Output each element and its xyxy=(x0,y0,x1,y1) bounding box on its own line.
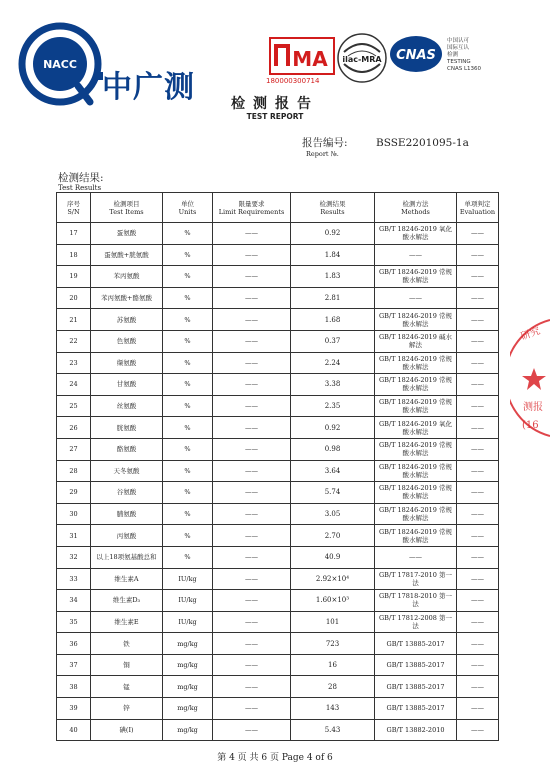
cell-evaluation: —— xyxy=(457,503,499,525)
table-row xyxy=(57,482,499,504)
cell-sn: 17 xyxy=(57,223,91,245)
ilac-logo-text: ilac-MRA xyxy=(342,55,382,64)
table-row xyxy=(57,633,499,655)
cell-sn: 18 xyxy=(57,244,91,266)
column-header xyxy=(213,193,291,223)
cell-result: 40.9 xyxy=(291,546,375,568)
stamp-text-top: 研究 xyxy=(519,325,542,343)
cell-method: GB/T 18246-2019 氧化酸水解法 xyxy=(375,223,457,245)
cell-sn: 25 xyxy=(57,395,91,417)
cell-test-item: 蛋氨酸 xyxy=(91,223,163,245)
cell-result: 5.43 xyxy=(291,719,375,741)
report-no-label-cn: 报告编号: xyxy=(302,137,348,149)
cell-sn: 40 xyxy=(57,719,91,741)
cell-limit: —— xyxy=(213,654,291,676)
results-table xyxy=(56,192,499,741)
table-row xyxy=(57,590,499,612)
cell-unit: % xyxy=(163,223,213,245)
table-row xyxy=(57,438,499,460)
cell-result: 0.92 xyxy=(291,417,375,439)
cell-test-item: 碘(I) xyxy=(91,719,163,741)
cell-limit: —— xyxy=(213,546,291,568)
cell-sn: 31 xyxy=(57,525,91,547)
cell-evaluation: —— xyxy=(457,654,499,676)
cell-unit: % xyxy=(163,287,213,309)
cell-method: GB/T 18246-2019 常规酸水解法 xyxy=(375,438,457,460)
cell-evaluation: —— xyxy=(457,287,499,309)
cell-result: 101 xyxy=(291,611,375,633)
column-header-en: Results xyxy=(320,207,345,216)
cell-method: GB/T 13885-2017 xyxy=(375,698,457,720)
cell-test-item: 铜 xyxy=(91,654,163,676)
cell-unit: % xyxy=(163,460,213,482)
table-row xyxy=(57,330,499,352)
column-header-cn: 序号 xyxy=(67,199,80,208)
cell-unit: mg/kg xyxy=(163,654,213,676)
cell-unit: IU/kg xyxy=(163,590,213,612)
cell-method: GB/T 17817-2010 第一法 xyxy=(375,568,457,590)
cell-evaluation: —— xyxy=(457,611,499,633)
column-header-cn: 单项判定 xyxy=(464,199,491,208)
table-row xyxy=(57,244,499,266)
cell-sn: 38 xyxy=(57,676,91,698)
table-row xyxy=(57,287,499,309)
cell-test-item: 锌 xyxy=(91,698,163,720)
cell-sn: 27 xyxy=(57,438,91,460)
report-no-value: BSSE2201095-1a xyxy=(376,137,469,149)
report-title-cn: 检测报告 xyxy=(231,96,319,112)
column-header xyxy=(291,193,375,223)
cell-result: 0.98 xyxy=(291,438,375,460)
cell-unit: mg/kg xyxy=(163,633,213,655)
cell-evaluation: —— xyxy=(457,417,499,439)
cell-test-item: 脯氨酸 xyxy=(91,503,163,525)
cell-unit: mg/kg xyxy=(163,698,213,720)
cell-method: GB/T 18246-2019 常规酸水解法 xyxy=(375,266,457,288)
cell-unit: % xyxy=(163,374,213,396)
cell-limit: —— xyxy=(213,438,291,460)
table-row xyxy=(57,309,499,331)
cell-evaluation: —— xyxy=(457,374,499,396)
cell-result: 1.60×10³ xyxy=(291,590,375,612)
table-row xyxy=(57,676,499,698)
cell-method: GB/T 18246-2019 常规酸水解法 xyxy=(375,395,457,417)
column-header xyxy=(163,193,213,223)
cell-test-item: 甘氨酸 xyxy=(91,374,163,396)
cell-method: —— xyxy=(375,287,457,309)
cell-sn: 24 xyxy=(57,374,91,396)
cell-test-item: 色氨酸 xyxy=(91,330,163,352)
cell-result: 1.84 xyxy=(291,244,375,266)
cell-evaluation: —— xyxy=(457,352,499,374)
stamp-text-mid: 测报 xyxy=(523,402,543,413)
column-header xyxy=(375,193,457,223)
cell-limit: —— xyxy=(213,633,291,655)
cell-sn: 34 xyxy=(57,590,91,612)
cell-sn: 21 xyxy=(57,309,91,331)
cell-test-item: 铁 xyxy=(91,633,163,655)
cell-limit: —— xyxy=(213,611,291,633)
ilac-mra-logo xyxy=(336,32,388,84)
cell-result: 5.74 xyxy=(291,482,375,504)
column-header-en: S/N xyxy=(67,207,80,216)
column-header-en: Test Items xyxy=(109,207,144,216)
cell-limit: —— xyxy=(213,244,291,266)
cell-unit: % xyxy=(163,438,213,460)
cell-unit: IU/kg xyxy=(163,568,213,590)
cell-sn: 30 xyxy=(57,503,91,525)
cell-result: 0.37 xyxy=(291,330,375,352)
table-row xyxy=(57,374,499,396)
cell-result: 2.70 xyxy=(291,525,375,547)
table-row xyxy=(57,460,499,482)
cell-test-item: 丝氨酸 xyxy=(91,395,163,417)
column-header-en: Limit Requirements xyxy=(218,207,285,216)
cma-logo xyxy=(268,36,336,76)
cell-sn: 23 xyxy=(57,352,91,374)
cell-method: GB/T 13882-2010 xyxy=(375,719,457,741)
table-row xyxy=(57,395,499,417)
cnas-logo xyxy=(389,34,443,74)
cell-method: GB/T 18246-2019 常规酸水解法 xyxy=(375,374,457,396)
cell-test-item: 维生素E xyxy=(91,611,163,633)
cell-evaluation: —— xyxy=(457,244,499,266)
table-row xyxy=(57,525,499,547)
results-heading-cn: 检测结果: xyxy=(58,172,104,184)
table-row xyxy=(57,611,499,633)
cell-sn: 22 xyxy=(57,330,91,352)
column-header-cn: 检测项目 xyxy=(113,199,140,208)
cell-sn: 37 xyxy=(57,654,91,676)
cell-limit: —— xyxy=(213,223,291,245)
cell-unit: mg/kg xyxy=(163,676,213,698)
results-heading-en: Test Results xyxy=(58,184,102,192)
cell-unit: % xyxy=(163,546,213,568)
table-header-row xyxy=(57,193,499,223)
table-row xyxy=(57,352,499,374)
cell-method: GB/T 18246-2019 常规酸水解法 xyxy=(375,503,457,525)
cell-method: GB/T 13885-2017 xyxy=(375,654,457,676)
cell-limit: —— xyxy=(213,460,291,482)
column-header-en: Methods xyxy=(401,207,430,216)
cell-limit: —— xyxy=(213,287,291,309)
column-header xyxy=(91,193,163,223)
cell-limit: —— xyxy=(213,568,291,590)
cell-limit: —— xyxy=(213,309,291,331)
cell-method: GB/T 18246-2019 氧化酸水解法 xyxy=(375,417,457,439)
cell-limit: —— xyxy=(213,266,291,288)
seal-stamp xyxy=(510,318,550,438)
cell-result: 723 xyxy=(291,633,375,655)
cell-evaluation: —— xyxy=(457,676,499,698)
cell-test-item: 缬氨酸 xyxy=(91,352,163,374)
cell-unit: % xyxy=(163,525,213,547)
cell-result: 16 xyxy=(291,654,375,676)
cell-limit: —— xyxy=(213,503,291,525)
cell-test-item: 苏氨酸 xyxy=(91,309,163,331)
table-row xyxy=(57,698,499,720)
cell-evaluation: —— xyxy=(457,546,499,568)
cell-evaluation: —— xyxy=(457,525,499,547)
cell-result: 143 xyxy=(291,698,375,720)
cell-evaluation: —— xyxy=(457,698,499,720)
cell-method: GB/T 18246-2019 常规酸水解法 xyxy=(375,309,457,331)
cell-limit: —— xyxy=(213,590,291,612)
report-no-label-en: Report №. xyxy=(306,150,339,158)
cell-result: 0.92 xyxy=(291,223,375,245)
cell-test-item: 维生素A xyxy=(91,568,163,590)
table-row xyxy=(57,503,499,525)
cell-test-item: 丙氨酸 xyxy=(91,525,163,547)
cell-evaluation: —— xyxy=(457,309,499,331)
cell-test-item: 锰 xyxy=(91,676,163,698)
cell-unit: % xyxy=(163,266,213,288)
table-row xyxy=(57,266,499,288)
cell-test-item: 天冬氨酸 xyxy=(91,460,163,482)
cell-unit: % xyxy=(163,503,213,525)
column-header xyxy=(457,193,499,223)
cell-test-item: 蛋氨酸+胱氨酸 xyxy=(91,244,163,266)
cell-unit: % xyxy=(163,330,213,352)
table-row xyxy=(57,223,499,245)
cell-method: GB/T 18246-2019 常规酸水解法 xyxy=(375,525,457,547)
cell-method: GB/T 18246-2019 常规酸水解法 xyxy=(375,482,457,504)
cell-result: 3.64 xyxy=(291,460,375,482)
column-header-cn: 限量要求 xyxy=(238,199,265,208)
cell-limit: —— xyxy=(213,352,291,374)
cell-method: GB/T 17812-2008 第一法 xyxy=(375,611,457,633)
cell-evaluation: —— xyxy=(457,633,499,655)
cnas-logo-text: CNAS xyxy=(396,48,436,63)
cell-method: —— xyxy=(375,546,457,568)
cell-unit: % xyxy=(163,395,213,417)
column-header-en: Units xyxy=(178,207,197,216)
cell-evaluation: —— xyxy=(457,330,499,352)
table-row xyxy=(57,546,499,568)
table-row xyxy=(57,417,499,439)
cell-test-item: 苯丙氨酸+酪氨酸 xyxy=(91,287,163,309)
cell-result: 2.35 xyxy=(291,395,375,417)
cell-sn: 35 xyxy=(57,611,91,633)
cell-limit: —— xyxy=(213,374,291,396)
column-header xyxy=(57,193,91,223)
cell-method: GB/T 13885-2017 xyxy=(375,676,457,698)
cell-evaluation: —— xyxy=(457,223,499,245)
cell-method: GB/T 18246-2019 常规酸水解法 xyxy=(375,460,457,482)
cell-evaluation: —— xyxy=(457,590,499,612)
cell-method: GB/T 18246-2019 常规酸水解法 xyxy=(375,352,457,374)
column-header-en: Evaluation xyxy=(459,207,496,216)
cell-result: 28 xyxy=(291,676,375,698)
cell-evaluation: —— xyxy=(457,719,499,741)
cell-result: 3.38 xyxy=(291,374,375,396)
cell-sn: 26 xyxy=(57,417,91,439)
page-footer: 第 4 页 共 6 页 Page 4 of 6 xyxy=(217,753,333,763)
cell-limit: —— xyxy=(213,395,291,417)
nacc-logo-text: NACC xyxy=(43,58,77,71)
cell-sn: 28 xyxy=(57,460,91,482)
cell-unit: % xyxy=(163,482,213,504)
cma-logo-text: MA xyxy=(292,47,328,71)
cell-test-item: 以上18项氨基酸总和 xyxy=(91,546,163,568)
cell-evaluation: —— xyxy=(457,568,499,590)
cell-method: —— xyxy=(375,244,457,266)
cell-unit: mg/kg xyxy=(163,719,213,741)
cell-unit: % xyxy=(163,309,213,331)
cell-test-item: 维生素D₃ xyxy=(91,590,163,612)
cell-sn: 19 xyxy=(57,266,91,288)
cell-sn: 29 xyxy=(57,482,91,504)
report-title-en: TEST REPORT xyxy=(246,112,304,121)
cnas-caption: 中国认可 国际互认 检测 TESTING CNAS L1360 xyxy=(447,38,482,72)
cell-unit: % xyxy=(163,352,213,374)
cell-evaluation: —— xyxy=(457,482,499,504)
cell-result: 2.81 xyxy=(291,287,375,309)
cell-test-item: 苯丙氨酸 xyxy=(91,266,163,288)
cell-limit: —— xyxy=(213,719,291,741)
cell-test-item: 谷氨酸 xyxy=(91,482,163,504)
cell-evaluation: —— xyxy=(457,460,499,482)
column-header-cn: 单位 xyxy=(181,199,194,208)
cell-result: 2.24 xyxy=(291,352,375,374)
brand-name: 中广测 xyxy=(102,70,195,105)
cell-test-item: 胱氨酸 xyxy=(91,417,163,439)
table-row xyxy=(57,719,499,741)
cell-limit: —— xyxy=(213,676,291,698)
cell-evaluation: —— xyxy=(457,266,499,288)
cma-number: 180000300714 xyxy=(266,77,320,85)
cell-limit: —— xyxy=(213,330,291,352)
cell-evaluation: —— xyxy=(457,395,499,417)
cell-limit: —— xyxy=(213,698,291,720)
star-icon xyxy=(522,368,546,390)
column-header-cn: 检测方法 xyxy=(402,199,429,208)
cell-result: 1.83 xyxy=(291,266,375,288)
cell-result: 3.05 xyxy=(291,503,375,525)
cell-sn: 33 xyxy=(57,568,91,590)
cell-unit: IU/kg xyxy=(163,611,213,633)
cell-result: 2.92×10⁴ xyxy=(291,568,375,590)
cell-limit: —— xyxy=(213,482,291,504)
cell-method: GB/T 17818-2010 第一法 xyxy=(375,590,457,612)
cell-limit: —— xyxy=(213,525,291,547)
table-body xyxy=(57,223,499,741)
cell-evaluation: —— xyxy=(457,438,499,460)
cell-unit: % xyxy=(163,244,213,266)
column-header-cn: 检测结果 xyxy=(319,199,346,208)
cell-unit: % xyxy=(163,417,213,439)
table-row xyxy=(57,654,499,676)
cell-method: GB/T 18246-2019 碱水解法 xyxy=(375,330,457,352)
cell-limit: —— xyxy=(213,417,291,439)
cell-sn: 20 xyxy=(57,287,91,309)
cell-test-item: 酪氨酸 xyxy=(91,438,163,460)
cell-sn: 39 xyxy=(57,698,91,720)
table-row xyxy=(57,568,499,590)
cell-method: GB/T 13885-2017 xyxy=(375,633,457,655)
stamp-text-bottom: (16 xyxy=(522,420,539,431)
cell-sn: 32 xyxy=(57,546,91,568)
cell-sn: 36 xyxy=(57,633,91,655)
cell-result: 1.68 xyxy=(291,309,375,331)
